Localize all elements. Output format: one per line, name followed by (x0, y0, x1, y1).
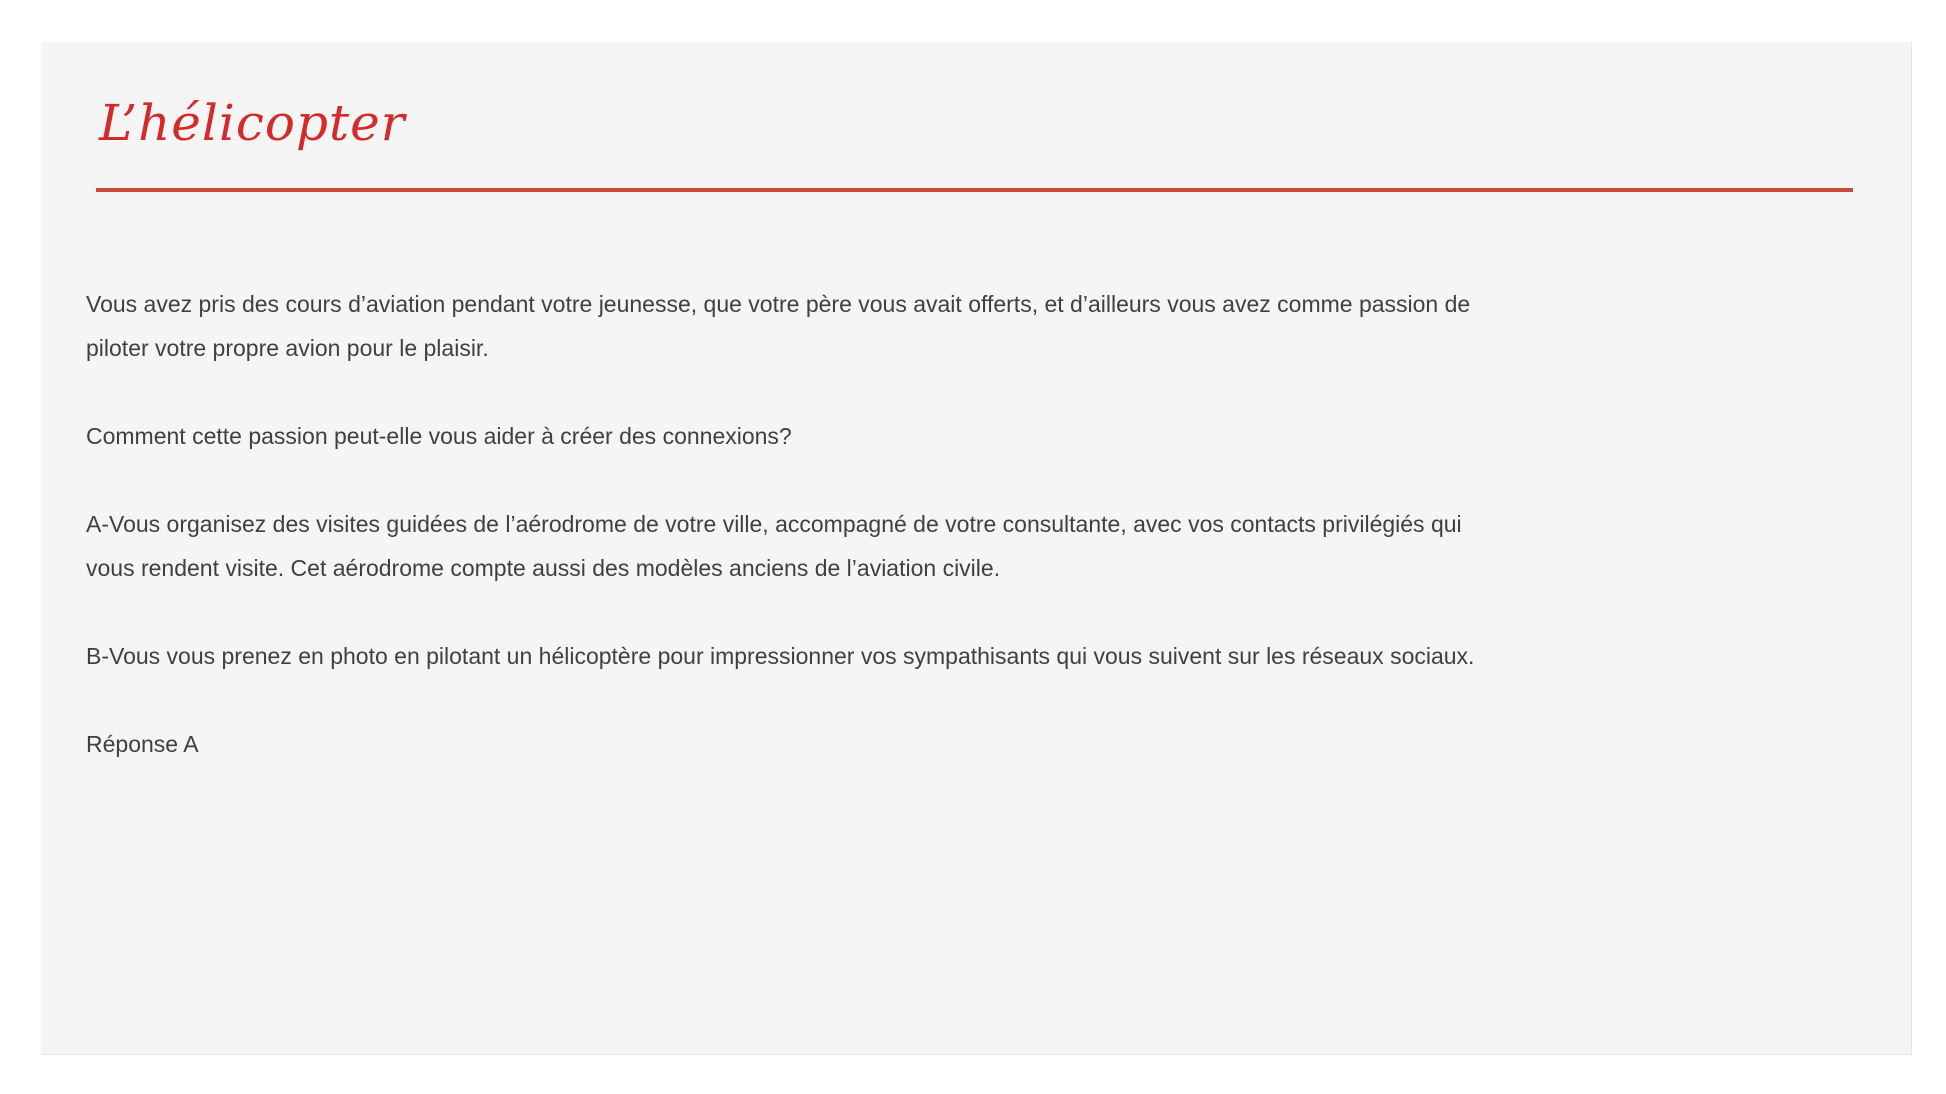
paragraph-option-b: B-Vous vous prenez en photo en pilotant un hélicoptère pour impressionner vos sympathisants qui vous suivent sur les réseaux sociaux. (86, 643, 1475, 669)
slide (41, 42, 1912, 1055)
title-divider (96, 188, 1853, 192)
paragraph-question: Comment cette passion peut-elle vous aider à créer des connexions? (86, 423, 792, 449)
paragraph-option-a: A-Vous organisez des visites guidées de l’aérodrome de votre ville, accompagné de votre consultante, avec vos contacts privilégiés qui vous rendent visite. Cet aérodrome compte aussi des modèles anciens de l’aviation civile. (86, 511, 1462, 581)
slide-body (86, 282, 1506, 810)
paragraph-intro: Vous avez pris des cours d’aviation pendant votre jeunesse, que votre père vous avait offerts, et d’ailleurs vous avez comme passion de piloter votre propre avion pour le plaisir. (86, 291, 1471, 361)
paragraph-answer: Réponse A (86, 731, 199, 757)
slide-title: L’hélicopter (99, 94, 406, 152)
